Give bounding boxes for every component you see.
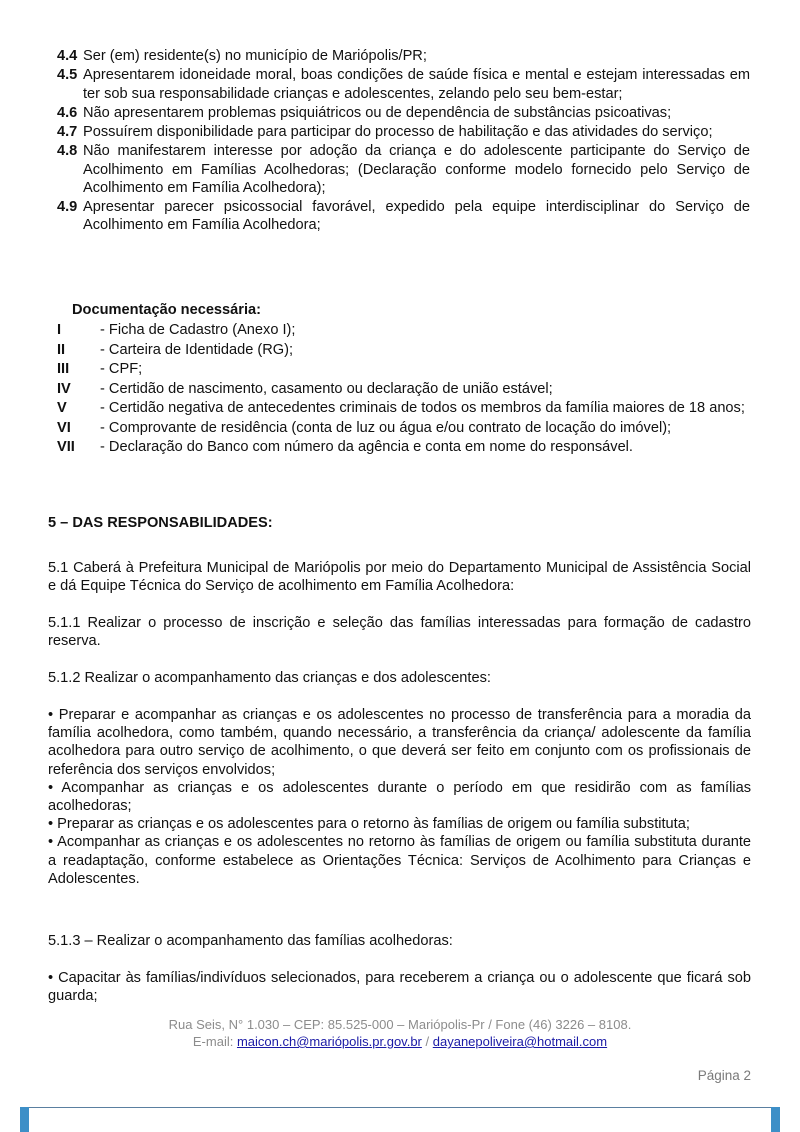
bullet-item: • Acompanhar as crianças e os adolescentes durante o período em que residirão com as famílias acolhedoras; (48, 779, 751, 815)
bullet-item: • Preparar as crianças e os adolescentes para o retorno às famílias de origem ou família substituta; (48, 816, 690, 833)
documentation-item (57, 419, 750, 437)
section-heading: 5 – DAS RESPONSABILIDADES: (48, 515, 273, 531)
bullet-item: • Acompanhar as crianças e os adolescentes no retorno às famílias de origem ou família substituta durante a readaptação, conforme estabelece as Orientações Técnica: Serviços de Acolhimento para Crianças e Adolescentes. (48, 834, 751, 887)
bullet-list-5-1-2 (48, 706, 751, 888)
requirement-item (57, 104, 750, 122)
requirement-item (57, 198, 750, 234)
paragraph-5-1-3: 5.1.3 – Realizar o acompanhamento das famílias acolhedoras: (48, 933, 453, 949)
footer-accent-bar-left (20, 1107, 29, 1132)
documentation-number: VI (57, 419, 71, 436)
requirement-item (57, 66, 750, 102)
documentation-item (57, 360, 750, 378)
documentation-item (57, 380, 750, 398)
bullet-item: • Preparar e acompanhar as crianças e os adolescentes no processo de transferência para a moradia da família acolhedora, como também, quando necessário, a transferência da criança/ adolescente da família acolhedora para outro serviço de acolhimento, o que deverá ser feito em conjunto com os profissionais de referência dos serviços envolvidos; (48, 707, 751, 778)
requirement-text: Possuírem disponibilidade para participar do processo de habilitação e das atividades do serviço; (83, 124, 713, 141)
footer-address: Rua Seis, N° 1.030 – CEP: 85.525-000 – Mariópolis-Pr / Fone (46) 3226 – 8108. (168, 1017, 632, 1032)
documentation-text: - Comprovante de residência (conta de luz ou água e/ou contrato de locação do imóvel); (100, 419, 672, 436)
email-link-primary[interactable]: maicon.ch@mariópolis.pr.gov.br (236, 1034, 422, 1049)
documentation-text: - Declaração do Banco com número da agência e conta em nome do responsável. (100, 439, 633, 455)
requirement-number: 4.6 (57, 104, 78, 121)
requirement-number: 4.9 (57, 199, 78, 216)
requirement-text: Não manifestarem interesse por adoção da criança e do adolescente participante do Serviço de Acolhimento em Famílias Acolhedoras; (Declaração conforme modelo fornecido pelo Serviço de Acolhimento em Família Acolhedora); (83, 143, 750, 196)
documentation-text: - Certidão de nascimento, casamento ou declaração de união estável; (100, 380, 553, 397)
email-separator: / (425, 1034, 430, 1049)
requirement-number: 4.8 (57, 143, 78, 160)
requirement-item (57, 142, 750, 197)
documentation-item (57, 321, 750, 339)
documentation-item (57, 341, 750, 359)
requirements-list (57, 47, 750, 236)
requirement-text: Apresentar parecer psicossocial favorável, expedido pela equipe interdisciplinar do Serviço de Acolhimento em Família Acolhedora; (83, 199, 750, 234)
email-label: E-mail: (192, 1034, 234, 1049)
paragraph-5-1-2: 5.1.2 Realizar o acompanhamento das crianças e dos adolescentes: (48, 670, 491, 686)
documentation-text: - CPF; (100, 361, 143, 377)
documentation-number: V (57, 400, 67, 416)
documentation-text: - Certidão negativa de antecedentes criminais de todos os membros da família maiores de 18 anos; (100, 400, 745, 416)
paragraph-5-1-1: 5.1.1 Realizar o processo de inscrição e seleção das famílias interessadas para formação de cadastro reserva. (48, 615, 751, 650)
bullet-item: • Capacitar às famílias/indivíduos selecionados, para receberem a criança ou o adolescente que ficará sob guarda; (48, 970, 751, 1005)
requirement-text: Apresentarem idoneidade moral, boas condições de saúde física e mental e estejam interessadas em ter sob sua responsabilidade crianças e adolescentes, zelando pelo seu bem-estar; (83, 67, 750, 102)
requirement-number: 4.7 (57, 124, 78, 141)
requirement-number: 4.5 (57, 67, 78, 84)
requirement-text: Não apresentarem problemas psiquiátricos ou de dependência de substâncias psicoativas; (83, 104, 672, 121)
footer-email-line (0, 1033, 800, 1050)
documentation-number: VII (57, 439, 75, 455)
footer-divider-line (20, 1107, 780, 1108)
requirement-item (57, 47, 750, 65)
documentation-number: II (57, 341, 66, 358)
bullet-list-5-1-3 (48, 969, 751, 1005)
documentation-text: - Carteira de Identidade (RG); (100, 341, 294, 358)
documentation-list (57, 321, 750, 458)
page-number: Página 2 (697, 1068, 751, 1083)
paragraph-5-1: 5.1 Caberá à Prefeitura Municipal de Mariópolis por meio do Departamento Municipal de Assistência Social e dá Equipe Técnica do Serviço de acolhimento em Família Acolhedora: (48, 560, 751, 595)
requirement-number: 4.4 (57, 48, 78, 64)
footer-accent-bar-right (771, 1107, 780, 1132)
email-link-secondary[interactable]: dayanepoliveira@hotmail.com (432, 1034, 608, 1049)
footer-address-block (0, 1016, 800, 1050)
documentation-item (57, 438, 750, 456)
requirement-item (57, 123, 750, 141)
documentation-item (57, 399, 750, 417)
documentation-title: Documentação necessária: (72, 302, 261, 318)
documentation-text: - Ficha de Cadastro (Anexo I); (100, 322, 296, 338)
requirement-text: Ser (em) residente(s) no município de Mariópolis/PR; (83, 48, 427, 64)
documentation-number: I (57, 322, 62, 338)
documentation-number: III (57, 361, 70, 377)
documentation-number: IV (57, 380, 71, 397)
